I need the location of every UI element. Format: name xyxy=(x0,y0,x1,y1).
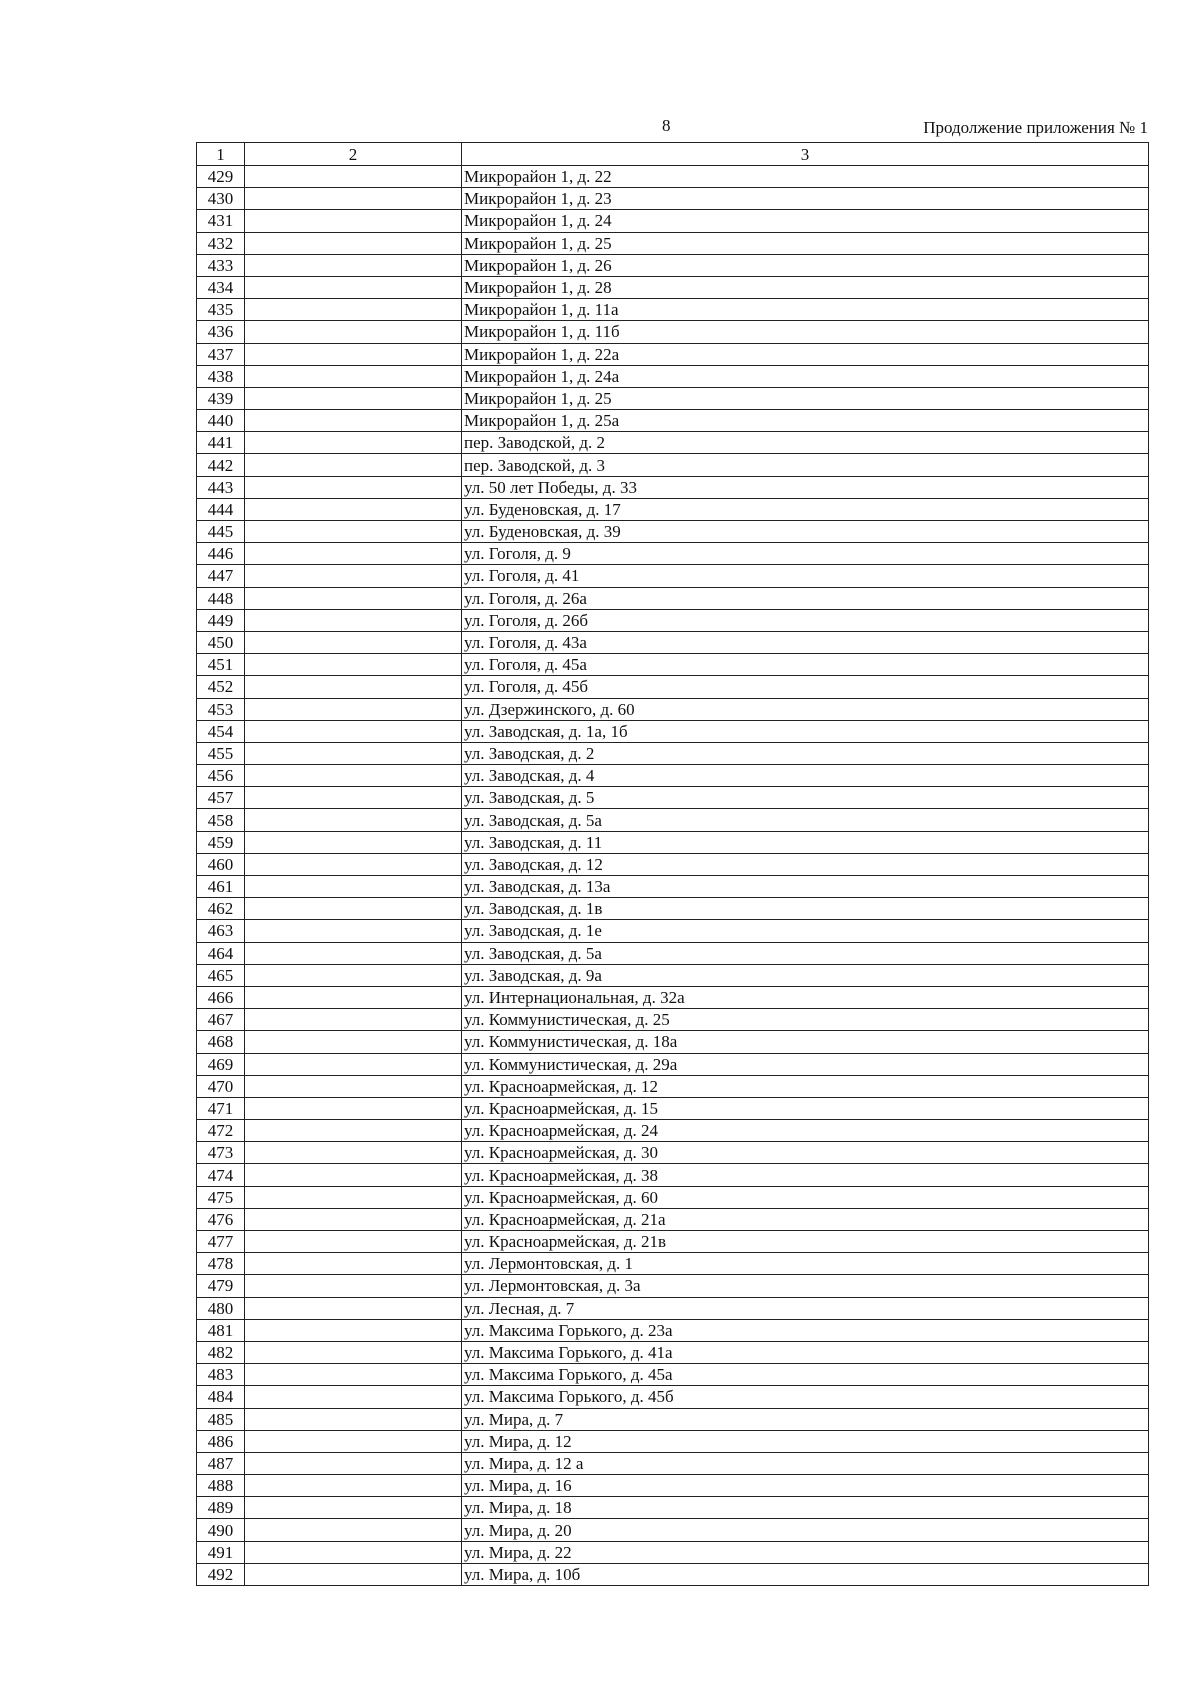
row-number-cell: 441 xyxy=(197,432,245,454)
table-row xyxy=(197,1053,1149,1075)
table-header xyxy=(197,143,1149,166)
column-header-1: 1 xyxy=(197,143,245,166)
address-cell: ул. Заводская, д. 1в xyxy=(462,898,1149,920)
address-cell: Микрорайон 1, д. 26 xyxy=(462,254,1149,276)
row-number-cell: 469 xyxy=(197,1053,245,1075)
address-cell: ул. Заводская, д. 5 xyxy=(462,787,1149,809)
address-cell: ул. Лесная, д. 7 xyxy=(462,1297,1149,1319)
address-cell: Микрорайон 1, д. 11а xyxy=(462,299,1149,321)
address-cell: ул. Гоголя, д. 9 xyxy=(462,543,1149,565)
row-number-cell: 480 xyxy=(197,1297,245,1319)
row-number-cell: 429 xyxy=(197,166,245,188)
column-2-cell xyxy=(245,1120,462,1142)
column-2-cell xyxy=(245,1164,462,1186)
address-cell: ул. Заводская, д. 2 xyxy=(462,742,1149,764)
address-cell: ул. Заводская, д. 1е xyxy=(462,920,1149,942)
row-number-cell: 437 xyxy=(197,343,245,365)
row-number-cell: 489 xyxy=(197,1497,245,1519)
table-row xyxy=(197,188,1149,210)
address-cell: Микрорайон 1, д. 23 xyxy=(462,188,1149,210)
table-row xyxy=(197,321,1149,343)
row-number-cell: 484 xyxy=(197,1386,245,1408)
table-row xyxy=(197,276,1149,298)
address-cell: ул. Мира, д. 7 xyxy=(462,1408,1149,1430)
address-cell: ул. Интернациональная, д. 32а xyxy=(462,986,1149,1008)
address-cell: ул. Максима Горького, д. 45а xyxy=(462,1364,1149,1386)
table-row xyxy=(197,432,1149,454)
row-number-cell: 459 xyxy=(197,831,245,853)
row-number-cell: 485 xyxy=(197,1408,245,1430)
table-row xyxy=(197,521,1149,543)
row-number-cell: 452 xyxy=(197,676,245,698)
row-number-cell: 483 xyxy=(197,1364,245,1386)
column-2-cell xyxy=(245,1386,462,1408)
column-2-cell xyxy=(245,1497,462,1519)
column-2-cell xyxy=(245,1231,462,1253)
column-2-cell xyxy=(245,232,462,254)
table-row xyxy=(197,831,1149,853)
table-row xyxy=(197,387,1149,409)
row-number-cell: 435 xyxy=(197,299,245,321)
column-2-cell xyxy=(245,654,462,676)
table-row xyxy=(197,964,1149,986)
table-row xyxy=(197,986,1149,1008)
table-row xyxy=(197,942,1149,964)
row-number-cell: 464 xyxy=(197,942,245,964)
column-2-cell xyxy=(245,920,462,942)
address-cell: ул. Коммунистическая, д. 18а xyxy=(462,1031,1149,1053)
address-cell: ул. Гоголя, д. 43а xyxy=(462,631,1149,653)
table-row xyxy=(197,765,1149,787)
table-row xyxy=(197,1541,1149,1563)
table-row xyxy=(197,454,1149,476)
address-cell: ул. Красноармейская, д. 21а xyxy=(462,1208,1149,1230)
column-2-cell xyxy=(245,1452,462,1474)
address-cell: ул. Гоголя, д. 45б xyxy=(462,676,1149,698)
address-cell: Микрорайон 1, д. 24 xyxy=(462,210,1149,232)
table-row xyxy=(197,1164,1149,1186)
address-cell: ул. Мира, д. 20 xyxy=(462,1519,1149,1541)
column-2-cell xyxy=(245,543,462,565)
address-cell: ул. Заводская, д. 5а xyxy=(462,809,1149,831)
table-row xyxy=(197,898,1149,920)
column-2-cell xyxy=(245,565,462,587)
row-number-cell: 449 xyxy=(197,609,245,631)
row-number-cell: 443 xyxy=(197,476,245,498)
row-number-cell: 477 xyxy=(197,1231,245,1253)
table-row xyxy=(197,1142,1149,1164)
row-number-cell: 473 xyxy=(197,1142,245,1164)
address-cell: ул. Красноармейская, д. 15 xyxy=(462,1097,1149,1119)
table-row xyxy=(197,809,1149,831)
address-cell: ул. Максима Горького, д. 45б xyxy=(462,1386,1149,1408)
row-number-cell: 454 xyxy=(197,720,245,742)
address-cell: Микрорайон 1, д. 22а xyxy=(462,343,1149,365)
column-2-cell xyxy=(245,986,462,1008)
address-cell: ул. Максима Горького, д. 41а xyxy=(462,1341,1149,1363)
row-number-cell: 486 xyxy=(197,1430,245,1452)
column-2-cell xyxy=(245,254,462,276)
column-2-cell xyxy=(245,1075,462,1097)
address-cell: ул. 50 лет Победы, д. 33 xyxy=(462,476,1149,498)
address-cell: Микрорайон 1, д. 25а xyxy=(462,410,1149,432)
address-cell: ул. Буденовская, д. 17 xyxy=(462,498,1149,520)
table-row xyxy=(197,343,1149,365)
page-number: 8 xyxy=(662,116,671,135)
address-cell: пер. Заводской, д. 2 xyxy=(462,432,1149,454)
table-body xyxy=(197,166,1149,1586)
table-row xyxy=(197,299,1149,321)
table-row xyxy=(197,609,1149,631)
row-number-cell: 482 xyxy=(197,1341,245,1363)
column-2-cell xyxy=(245,1253,462,1275)
column-2-cell xyxy=(245,720,462,742)
table-row xyxy=(197,1297,1149,1319)
column-2-cell xyxy=(245,299,462,321)
row-number-cell: 487 xyxy=(197,1452,245,1474)
column-2-cell xyxy=(245,1009,462,1031)
row-number-cell: 455 xyxy=(197,742,245,764)
table-row xyxy=(197,565,1149,587)
address-cell: ул. Красноармейская, д. 30 xyxy=(462,1142,1149,1164)
column-2-cell xyxy=(245,498,462,520)
row-number-cell: 491 xyxy=(197,1541,245,1563)
address-cell: ул. Заводская, д. 13а xyxy=(462,876,1149,898)
row-number-cell: 462 xyxy=(197,898,245,920)
address-cell: ул. Заводская, д. 12 xyxy=(462,853,1149,875)
row-number-cell: 490 xyxy=(197,1519,245,1541)
address-cell: Микрорайон 1, д. 25 xyxy=(462,387,1149,409)
table-row xyxy=(197,654,1149,676)
address-cell: ул. Мира, д. 22 xyxy=(462,1541,1149,1563)
column-2-cell xyxy=(245,276,462,298)
address-cell: ул. Красноармейская, д. 21в xyxy=(462,1231,1149,1253)
address-cell: Микрорайон 1, д. 22 xyxy=(462,166,1149,188)
row-number-cell: 476 xyxy=(197,1208,245,1230)
address-cell: Микрорайон 1, д. 28 xyxy=(462,276,1149,298)
table-row xyxy=(197,1275,1149,1297)
table-row xyxy=(197,232,1149,254)
row-number-cell: 470 xyxy=(197,1075,245,1097)
table-row xyxy=(197,1386,1149,1408)
row-number-cell: 458 xyxy=(197,809,245,831)
table-row xyxy=(197,1075,1149,1097)
column-2-cell xyxy=(245,809,462,831)
address-cell: ул. Заводская, д. 1а, 1б xyxy=(462,720,1149,742)
table-row xyxy=(197,1341,1149,1363)
row-number-cell: 432 xyxy=(197,232,245,254)
row-number-cell: 468 xyxy=(197,1031,245,1053)
table-row xyxy=(197,1031,1149,1053)
row-number-cell: 440 xyxy=(197,410,245,432)
table-row xyxy=(197,1475,1149,1497)
column-2-cell xyxy=(245,1142,462,1164)
column-header-2: 2 xyxy=(245,143,462,166)
row-number-cell: 453 xyxy=(197,698,245,720)
table-row xyxy=(197,720,1149,742)
table-row xyxy=(197,1097,1149,1119)
row-number-cell: 446 xyxy=(197,543,245,565)
table-row xyxy=(197,787,1149,809)
column-2-cell xyxy=(245,587,462,609)
row-number-cell: 478 xyxy=(197,1253,245,1275)
table-row xyxy=(197,1364,1149,1386)
row-number-cell: 431 xyxy=(197,210,245,232)
row-number-cell: 444 xyxy=(197,498,245,520)
address-cell: ул. Буденовская, д. 39 xyxy=(462,521,1149,543)
row-number-cell: 433 xyxy=(197,254,245,276)
row-number-cell: 488 xyxy=(197,1475,245,1497)
column-2-cell xyxy=(245,631,462,653)
row-number-cell: 460 xyxy=(197,853,245,875)
column-2-cell xyxy=(245,166,462,188)
table-row xyxy=(197,1253,1149,1275)
column-2-cell xyxy=(245,1341,462,1363)
address-cell: ул. Коммунистическая, д. 25 xyxy=(462,1009,1149,1031)
row-number-cell: 442 xyxy=(197,454,245,476)
address-cell: ул. Гоголя, д. 26а xyxy=(462,587,1149,609)
row-number-cell: 463 xyxy=(197,920,245,942)
address-table xyxy=(196,142,1149,1586)
table-row xyxy=(197,1231,1149,1253)
address-cell: ул. Красноармейская, д. 24 xyxy=(462,1120,1149,1142)
row-number-cell: 481 xyxy=(197,1319,245,1341)
column-2-cell xyxy=(245,1186,462,1208)
row-number-cell: 436 xyxy=(197,321,245,343)
column-2-cell xyxy=(245,1408,462,1430)
address-cell: ул. Лермонтовская, д. 3а xyxy=(462,1275,1149,1297)
column-2-cell xyxy=(245,365,462,387)
table-row xyxy=(197,920,1149,942)
table-row xyxy=(197,1319,1149,1341)
column-2-cell xyxy=(245,1208,462,1230)
table-row xyxy=(197,476,1149,498)
column-2-cell xyxy=(245,787,462,809)
row-number-cell: 439 xyxy=(197,387,245,409)
column-2-cell xyxy=(245,410,462,432)
address-cell: пер. Заводской, д. 3 xyxy=(462,454,1149,476)
row-number-cell: 472 xyxy=(197,1120,245,1142)
column-2-cell xyxy=(245,698,462,720)
row-number-cell: 465 xyxy=(197,964,245,986)
table-row xyxy=(197,498,1149,520)
row-number-cell: 466 xyxy=(197,986,245,1008)
column-2-cell xyxy=(245,942,462,964)
address-cell: ул. Красноармейская, д. 12 xyxy=(462,1075,1149,1097)
row-number-cell: 456 xyxy=(197,765,245,787)
column-2-cell xyxy=(245,476,462,498)
address-cell: ул. Мира, д. 16 xyxy=(462,1475,1149,1497)
column-2-cell xyxy=(245,1430,462,1452)
address-cell: ул. Мира, д. 18 xyxy=(462,1497,1149,1519)
address-cell: ул. Красноармейская, д. 38 xyxy=(462,1164,1149,1186)
column-2-cell xyxy=(245,521,462,543)
address-cell: ул. Заводская, д. 9а xyxy=(462,964,1149,986)
column-2-cell xyxy=(245,387,462,409)
column-2-cell xyxy=(245,1541,462,1563)
column-2-cell xyxy=(245,1053,462,1075)
row-number-cell: 492 xyxy=(197,1563,245,1585)
column-2-cell xyxy=(245,432,462,454)
column-2-cell xyxy=(245,1475,462,1497)
address-cell: ул. Красноармейская, д. 60 xyxy=(462,1186,1149,1208)
table-row xyxy=(197,1186,1149,1208)
column-2-cell xyxy=(245,742,462,764)
column-2-cell xyxy=(245,609,462,631)
table-row xyxy=(197,1208,1149,1230)
column-2-cell xyxy=(245,1319,462,1341)
column-header-3: 3 xyxy=(462,143,1149,166)
address-cell: ул. Дзержинского, д. 60 xyxy=(462,698,1149,720)
header-row xyxy=(197,143,1149,166)
column-2-cell xyxy=(245,876,462,898)
table-row xyxy=(197,543,1149,565)
column-2-cell xyxy=(245,898,462,920)
address-cell: ул. Заводская, д. 4 xyxy=(462,765,1149,787)
row-number-cell: 479 xyxy=(197,1275,245,1297)
address-cell: ул. Гоголя, д. 41 xyxy=(462,565,1149,587)
column-2-cell xyxy=(245,853,462,875)
address-cell: ул. Максима Горького, д. 23а xyxy=(462,1319,1149,1341)
column-2-cell xyxy=(245,188,462,210)
column-2-cell xyxy=(245,1097,462,1119)
row-number-cell: 467 xyxy=(197,1009,245,1031)
row-number-cell: 451 xyxy=(197,654,245,676)
address-cell: ул. Мира, д. 10б xyxy=(462,1563,1149,1585)
column-2-cell xyxy=(245,1031,462,1053)
column-2-cell xyxy=(245,964,462,986)
row-number-cell: 445 xyxy=(197,521,245,543)
row-number-cell: 471 xyxy=(197,1097,245,1119)
column-2-cell xyxy=(245,1519,462,1541)
row-number-cell: 461 xyxy=(197,876,245,898)
row-number-cell: 438 xyxy=(197,365,245,387)
row-number-cell: 474 xyxy=(197,1164,245,1186)
table-row xyxy=(197,1563,1149,1585)
table-row xyxy=(197,254,1149,276)
row-number-cell: 457 xyxy=(197,787,245,809)
table-row xyxy=(197,365,1149,387)
row-number-cell: 430 xyxy=(197,188,245,210)
table-row xyxy=(197,1408,1149,1430)
row-number-cell: 475 xyxy=(197,1186,245,1208)
column-2-cell xyxy=(245,210,462,232)
column-2-cell xyxy=(245,343,462,365)
column-2-cell xyxy=(245,765,462,787)
table-row xyxy=(197,853,1149,875)
appendix-continuation-label: Продолжение приложения № 1 xyxy=(923,118,1148,137)
row-number-cell: 448 xyxy=(197,587,245,609)
row-number-cell: 450 xyxy=(197,631,245,653)
row-number-cell: 447 xyxy=(197,565,245,587)
address-cell: Микрорайон 1, д. 25 xyxy=(462,232,1149,254)
table-row xyxy=(197,1452,1149,1474)
column-2-cell xyxy=(245,1364,462,1386)
address-cell: Микрорайон 1, д. 24а xyxy=(462,365,1149,387)
address-cell: ул. Мира, д. 12 xyxy=(462,1430,1149,1452)
column-2-cell xyxy=(245,831,462,853)
column-2-cell xyxy=(245,1563,462,1585)
table-row xyxy=(197,631,1149,653)
table-row xyxy=(197,1120,1149,1142)
table-row xyxy=(197,698,1149,720)
address-cell: ул. Заводская, д. 5а xyxy=(462,942,1149,964)
address-cell: ул. Заводская, д. 11 xyxy=(462,831,1149,853)
address-cell: ул. Лермонтовская, д. 1 xyxy=(462,1253,1149,1275)
table-row xyxy=(197,742,1149,764)
address-cell: ул. Коммунистическая, д. 29а xyxy=(462,1053,1149,1075)
address-cell: ул. Гоголя, д. 45а xyxy=(462,654,1149,676)
table-row xyxy=(197,1430,1149,1452)
table-row xyxy=(197,410,1149,432)
table-row xyxy=(197,210,1149,232)
table-row xyxy=(197,676,1149,698)
table-row xyxy=(197,1519,1149,1541)
column-2-cell xyxy=(245,676,462,698)
column-2-cell xyxy=(245,454,462,476)
table-row xyxy=(197,1497,1149,1519)
table-row xyxy=(197,166,1149,188)
column-2-cell xyxy=(245,1297,462,1319)
table-row xyxy=(197,876,1149,898)
address-cell: ул. Гоголя, д. 26б xyxy=(462,609,1149,631)
address-cell: Микрорайон 1, д. 11б xyxy=(462,321,1149,343)
table-row xyxy=(197,587,1149,609)
row-number-cell: 434 xyxy=(197,276,245,298)
column-2-cell xyxy=(245,321,462,343)
address-cell: ул. Мира, д. 12 а xyxy=(462,1452,1149,1474)
table-row xyxy=(197,1009,1149,1031)
column-2-cell xyxy=(245,1275,462,1297)
